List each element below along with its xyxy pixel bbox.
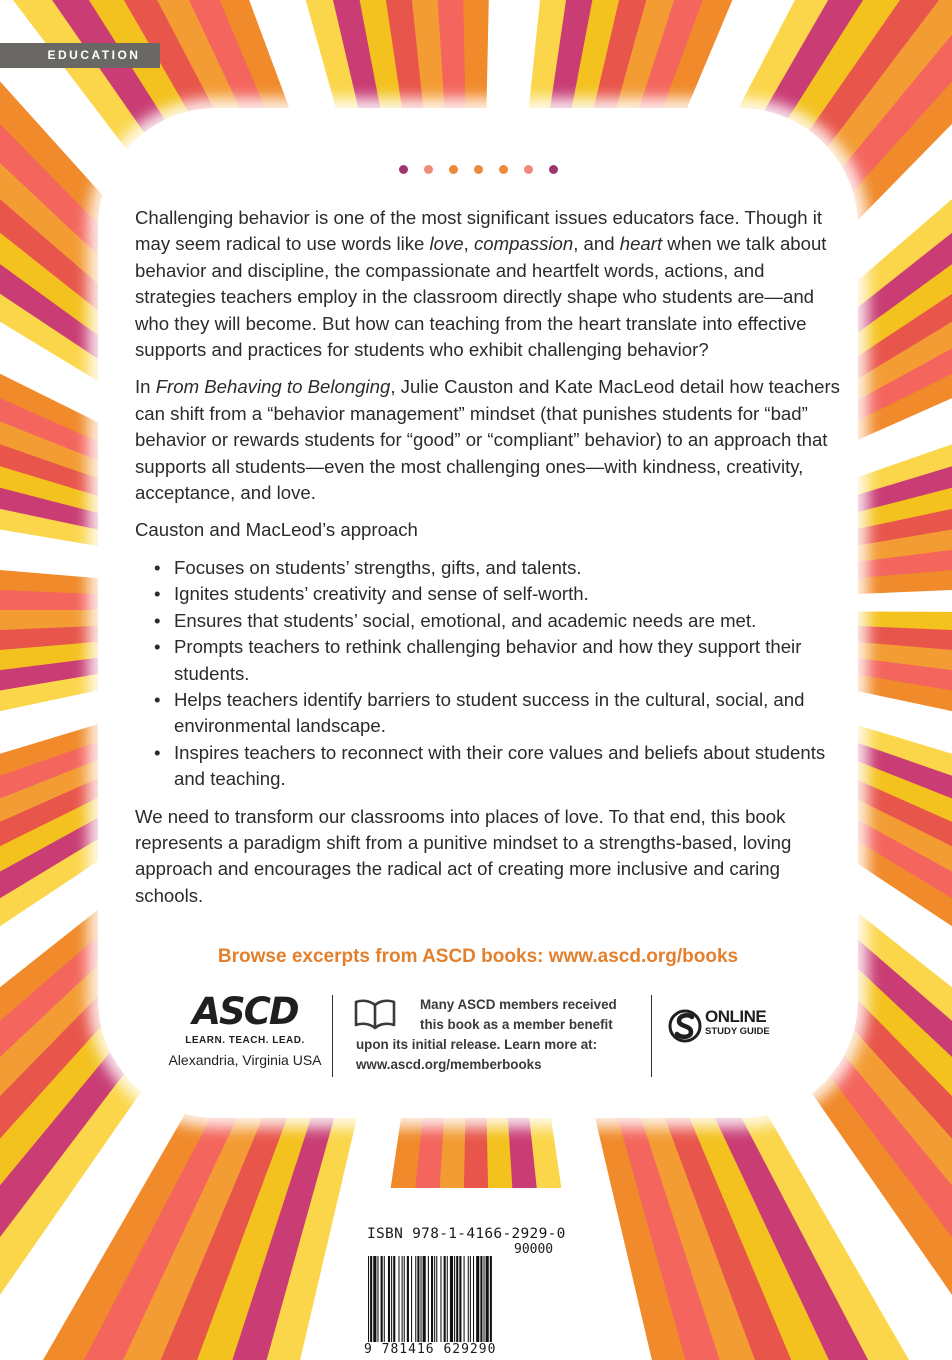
barcode-bar bbox=[402, 1256, 403, 1342]
barcode-bar bbox=[459, 1256, 461, 1342]
list-item: • Inspires teachers to reconnect with their core values and beliefs about students and teaching. bbox=[135, 740, 847, 793]
member-books-link[interactable]: www.ascd.org/memberbooks bbox=[356, 1057, 542, 1072]
barcode-bar bbox=[480, 1256, 482, 1342]
barcode bbox=[368, 1256, 594, 1342]
dot-2 bbox=[424, 165, 433, 174]
barcode-bar bbox=[431, 1256, 433, 1342]
browse-excerpts-link[interactable]: Browse excerpts from ASCD books: www.ascd.org/books bbox=[217, 946, 739, 967]
dot-5 bbox=[499, 165, 508, 174]
barcode-panel bbox=[362, 1188, 602, 1360]
dot-1 bbox=[399, 165, 408, 174]
list-item: • Prompts teachers to rethink challenging behavior and how they support their students. bbox=[135, 634, 847, 687]
price-code: 90000 bbox=[514, 1242, 554, 1257]
member-benefit-note: Many ASCD members received this book as a member benefit upon its initial release. Learn more at: www.ascd.org/memberbooks bbox=[356, 995, 656, 1075]
barcode-bar bbox=[464, 1256, 465, 1342]
list-item: • Helps teachers identify barriers to student success in the cultural, social, and environmental landscape. bbox=[135, 687, 847, 740]
isbn-number: ISBN 978-1-4166-2929-0 bbox=[367, 1226, 566, 1242]
barcode-bar bbox=[456, 1256, 458, 1342]
closing-paragraph: We need to transform our classrooms into places of love. To that end, this book represents a paradigm shift from a punitive mindset to a strengths-based, loving approach and encourages the radical act of creating more inclusive and caring schools. bbox=[135, 805, 792, 906]
barcode-bar bbox=[421, 1256, 422, 1342]
list-item: • Ensures that students’ social, emotional, and academic needs are met. bbox=[135, 608, 847, 634]
dot-3 bbox=[449, 165, 458, 174]
barcode-bar bbox=[490, 1256, 492, 1342]
barcode-bar bbox=[454, 1256, 455, 1342]
category-label: EDUCATION bbox=[0, 43, 160, 68]
barcode-bar bbox=[423, 1256, 426, 1342]
book-description bbox=[135, 205, 847, 920]
ascd-logo: ASCD bbox=[192, 990, 298, 1033]
barcode-bar bbox=[486, 1256, 489, 1342]
book-title: From Behaving to Belonging bbox=[155, 376, 391, 398]
study-guide-icon bbox=[668, 1007, 702, 1045]
intro-paragraph: Challenging behavior is one of the most significant issues educators face. Though it may seem radical to use words like love, compassion, and heart when we talk about behavior and discipline, the compassionate and heartfelt words, actions, and strategies teachers employ in the classroom directly shape who students are—and who they will become. But how can teaching from the heart translate into effective supports and practices for students who exhibit challenging behavior? bbox=[135, 207, 827, 361]
barcode-bar bbox=[370, 1256, 372, 1342]
dot-4 bbox=[474, 165, 483, 174]
barcode-bar bbox=[398, 1256, 399, 1342]
barcode-bar bbox=[444, 1256, 446, 1342]
approach-list bbox=[135, 555, 847, 793]
online-study-guide: ONLINE STUDY GUIDE bbox=[705, 1007, 770, 1037]
barcode-bar bbox=[404, 1256, 405, 1342]
list-item: • Ignites students’ creativity and sense of self-worth. bbox=[135, 581, 847, 607]
barcode-bar bbox=[447, 1256, 448, 1342]
barcode-bar bbox=[470, 1256, 471, 1342]
barcode-bar bbox=[373, 1256, 376, 1342]
barcode-bar bbox=[484, 1256, 485, 1342]
divider bbox=[332, 995, 333, 1077]
list-item: • Focuses on students’ strengths, gifts, and talents. bbox=[135, 555, 847, 581]
barcode-bar bbox=[407, 1256, 409, 1342]
barcode-bar bbox=[381, 1256, 383, 1342]
barcode-bar bbox=[428, 1256, 429, 1342]
barcode-bar bbox=[368, 1256, 369, 1342]
divider bbox=[651, 995, 652, 1077]
barcode-bar bbox=[434, 1256, 435, 1342]
barcode-digits: 9 781416 629290 bbox=[364, 1342, 497, 1357]
barcode-bar bbox=[393, 1256, 395, 1342]
barcode-bar bbox=[468, 1256, 469, 1342]
barcode-bar bbox=[473, 1256, 474, 1342]
barcode-bar bbox=[377, 1256, 378, 1342]
barcode-bar bbox=[388, 1256, 390, 1342]
ascd-logo-block bbox=[160, 990, 330, 1068]
ascd-tagline: LEARN. TEACH. LEAD. bbox=[185, 1035, 305, 1046]
barcode-bar bbox=[415, 1256, 416, 1342]
barcode-bar bbox=[417, 1256, 419, 1342]
barcode-bar bbox=[384, 1256, 385, 1342]
approach-intro: Causton and MacLeod’s approach bbox=[135, 519, 418, 541]
barcode-bar bbox=[436, 1256, 437, 1342]
barcode-bar bbox=[476, 1256, 479, 1342]
dot-7 bbox=[549, 165, 558, 174]
summary-paragraph: In From Behaving to Belonging, Julie Causton and Kate MacLeod detail how teachers can shift from a “behavior management” mindset (that punishes students for “bad” behavior or rewards students for “good” or “compliant” behavior) to an approach that supports all students—even the most challenging ones—with kindness, creativity, acceptance, and love. bbox=[135, 376, 840, 504]
publisher-footer bbox=[98, 990, 858, 1083]
decorative-dots bbox=[98, 165, 858, 174]
barcode-bar bbox=[411, 1256, 412, 1342]
barcode-bar bbox=[450, 1256, 453, 1342]
content-panel bbox=[98, 108, 858, 1118]
barcode-bar bbox=[391, 1256, 392, 1342]
publisher-location: Alexandria, Virginia USA bbox=[168, 1052, 322, 1068]
barcode-bar bbox=[440, 1256, 441, 1342]
dot-6 bbox=[524, 165, 533, 174]
